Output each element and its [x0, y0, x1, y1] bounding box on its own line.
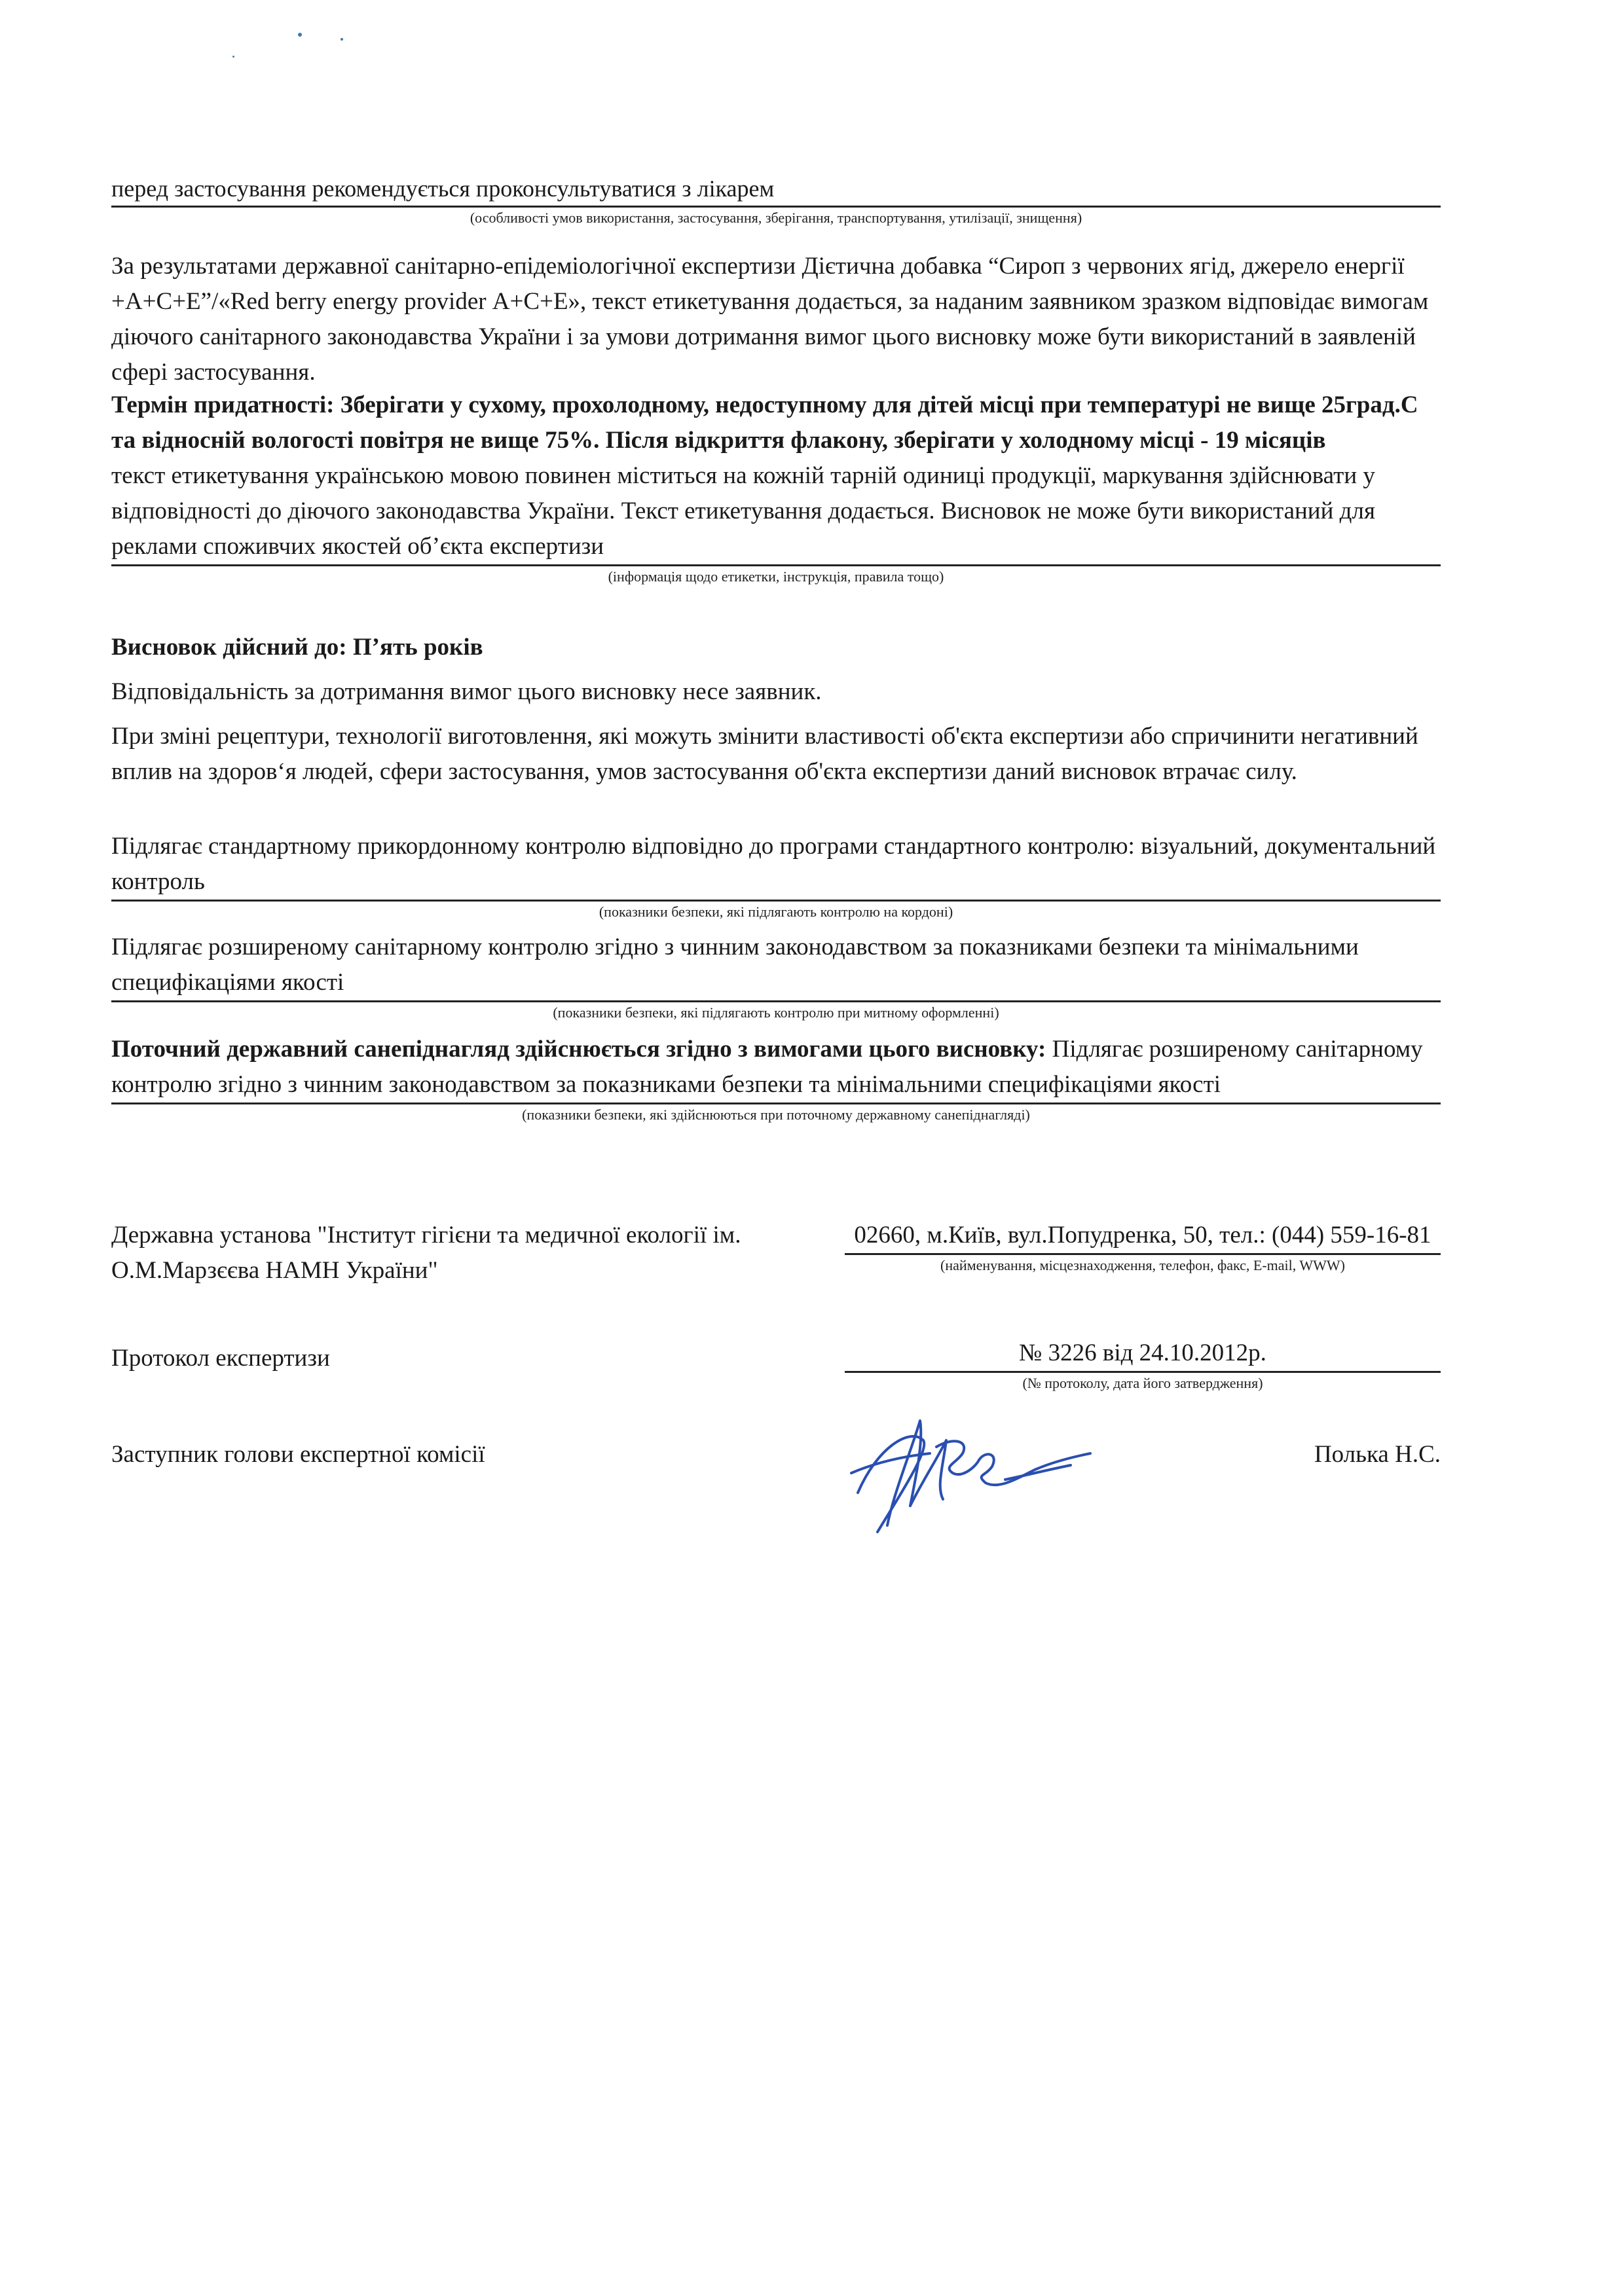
shelf-life-text: Термін придатності: Зберігати у сухому, прохолодному, недоступному для дітей місці при температурі не вище 25град.С та відносній вологості повітря не вище 75%. Після відкриття флакону, зберігати у холодному місці - 19 місяців — [111, 392, 1418, 454]
handwritten-signature — [838, 1401, 1100, 1545]
divider — [111, 564, 1441, 566]
divider — [111, 900, 1441, 902]
supervision-bold-text: Поточний державний санепіднагляд здійснюється згідно з вимогами цього висновку: — [111, 1036, 1046, 1063]
border-control-caption: (показники безпеки, які підлягають контролю на кордоні) — [599, 903, 953, 920]
validity-text: Висновок дійсний до: П’ять років — [111, 634, 483, 661]
institution-caption: (найменування, місцезнаходження, телефон, факс, E-mail, WWW) — [940, 1257, 1345, 1273]
protocol-block — [845, 1336, 1441, 1393]
labeling-caption: (інформація щодо етикетки, інструкція, правила тощо) — [608, 568, 944, 585]
supervision-caption: (показники безпеки, які здійснюються при поточному державному санепіднагляді) — [522, 1106, 1030, 1123]
conclusion-paragraph: За результатами державної санітарно-епідеміологічної експертизи Дієтична добавка “Сироп з червоних ягід, джерело енергії +А+С+Е”/«Red berry energy provider А+С+Е», текст етикетування додається, за наданим заявником зразком відповідає вимогам діючого санітарного законодавства України і за умови дотримання вимог цього висновку може бути використаний в заявленій сфері застосування. — [111, 253, 1429, 386]
conclusion-section — [111, 249, 1441, 390]
customs-control-section — [111, 930, 1441, 1022]
divider — [111, 206, 1441, 208]
protocol-caption: (№ протоколу, дата його затвердження) — [1022, 1375, 1263, 1391]
institution-name: Державна установа "Інститут гігієни та медичної екології ім. О.М.Марзєєва НАМН України" — [111, 1222, 741, 1284]
institution-address-block — [845, 1218, 1441, 1275]
usage-caption: (особливості умов використання, застосування, зберігання, транспортування, утилізації, знищення) — [470, 210, 1082, 226]
divider — [111, 1102, 1441, 1104]
supervision-paragraph — [111, 1032, 1441, 1102]
scan-speck — [341, 38, 343, 41]
divider — [845, 1253, 1441, 1255]
customs-control-text: Підлягає розширеному санітарному контролю згідно з чинним законодавством за показниками безпеки та мінімальними специфікаціями якості — [111, 934, 1359, 996]
border-control-text: Підлягає стандартному прикордонному контролю відповідно до програми стандартного контролю: візуальний, документальний контроль — [111, 833, 1436, 895]
shelf-life-section — [111, 388, 1441, 586]
customs-control-caption: (показники безпеки, які підлягають контролю при митному оформленні) — [553, 1004, 999, 1021]
responsibility-section — [111, 674, 1441, 710]
scan-speck — [232, 56, 234, 58]
usage-text: перед застосування рекомендується проконсультуватися з лікарем — [111, 175, 775, 202]
divider — [845, 1371, 1441, 1373]
recipe-change-text: При зміні рецептури, технології виготовлення, які можуть змінити властивості об'єкта експертизи або спричинити негативний вплив на здоров‘я людей, сфери застосування, умов застосування об'єкта експертизи даний висновок втрачає силу. — [111, 723, 1418, 785]
protocol-label: Протокол експертизи — [111, 1345, 330, 1372]
signatory-title: Заступник голови експертної комісії — [111, 1441, 485, 1468]
usage-section — [111, 172, 1441, 227]
divider — [111, 1000, 1441, 1002]
border-control-section — [111, 829, 1441, 921]
protocol-value: № 3226 від 24.10.2012р. — [1019, 1339, 1266, 1366]
validity-section — [111, 630, 1441, 665]
institution-address: 02660, м.Київ, вул.Попудренка, 50, тел.: (044) 559-16-81 — [854, 1222, 1431, 1248]
supervision-text: Підлягає розширеному санітарному контролю згідно з чинним законодавством за показниками безпеки та мінімальними специфікаціями якості — [111, 1036, 1423, 1098]
supervision-section — [111, 1032, 1441, 1124]
scan-speck — [298, 33, 302, 37]
responsibility-text: Відповідальність за дотримання вимог цього висновку несе заявник. — [111, 678, 822, 705]
recipe-change-section — [111, 719, 1441, 790]
labeling-text: текст етикетування українською мовою повинен міститься на кожній тарній одиниці продукції, маркування здійснювати у відповідності до діючого законодавства України. Текст етикетування додається. Висновок не може бути використаний для реклами споживчих якостей об’єкта експертизи — [111, 462, 1375, 560]
signatory-name: Полька Н.С. — [1314, 1441, 1441, 1468]
